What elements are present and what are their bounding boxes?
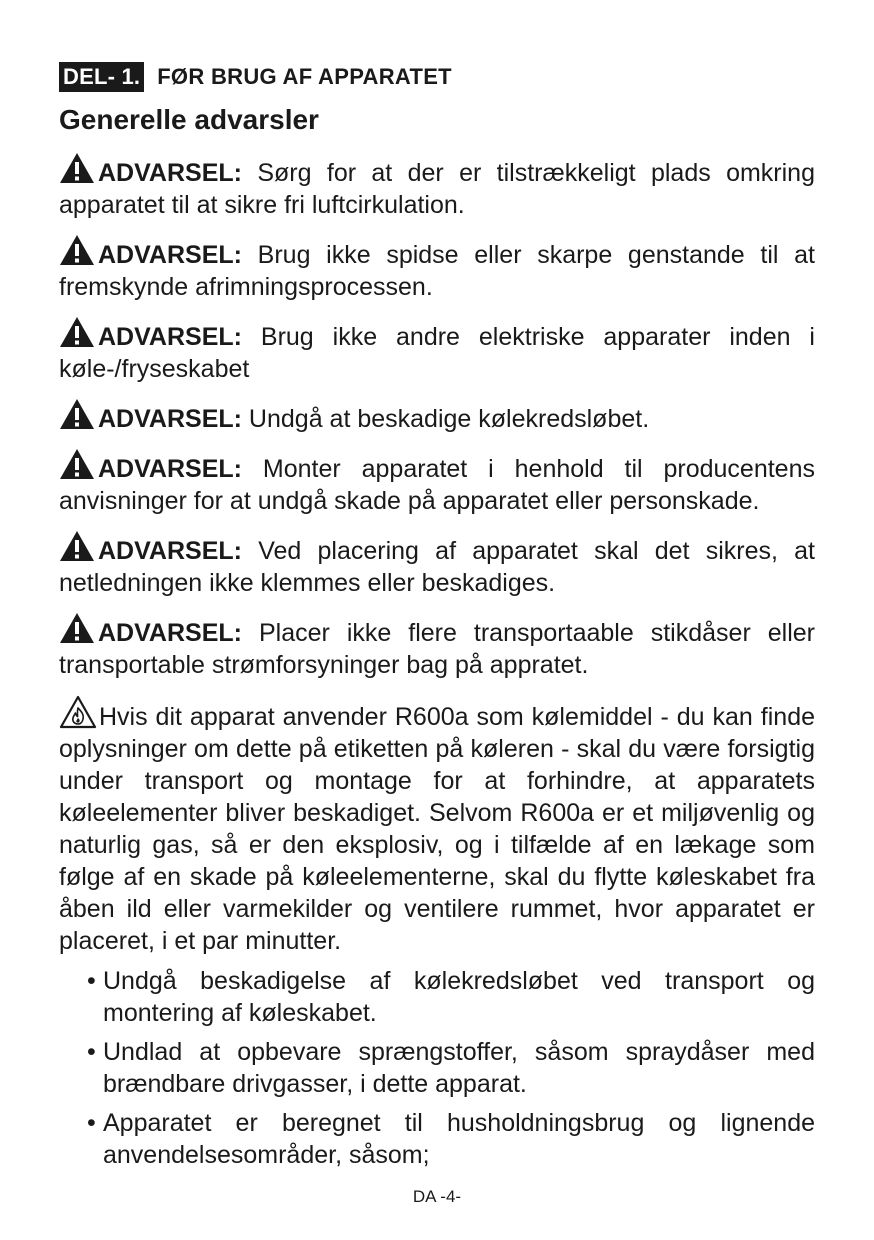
bullet-text: Undgå beskadigelse af kølekredsløbet ved transport og montering af køleskabet. bbox=[103, 967, 815, 1027]
bullet-text: Undlad at opbevare sprængstoffer, såsom spraydåser med brændbare drivgasser, i dette apparat. bbox=[103, 1038, 815, 1098]
warning-label: ADVARSEL: bbox=[98, 619, 242, 647]
warning-text: Sørg for at der er tilstrækkeligt plads omkring apparatet til at sikre fri luftcirkulation. bbox=[59, 159, 815, 219]
warning-label: ADVARSEL: bbox=[98, 455, 242, 483]
warning-paragraph bbox=[59, 530, 815, 599]
warning-triangle-icon bbox=[59, 612, 95, 644]
warning-paragraph bbox=[59, 152, 815, 221]
warning-triangle-icon bbox=[59, 234, 95, 266]
list-item bbox=[59, 1036, 815, 1100]
warning-label: ADVARSEL: bbox=[98, 537, 242, 565]
section-title: FØR BRUG AF APPARATET bbox=[157, 64, 452, 89]
bullet-dot: • bbox=[87, 1109, 96, 1137]
warning-text: Placer ikke flere transportaable stikdåser eller transportable strømforsyninger bag på appratet. bbox=[59, 619, 815, 679]
warning-triangle-icon bbox=[59, 448, 95, 480]
warning-text: Monter apparatet i henhold til producentens anvisninger for at undgå skade på apparatet eller personskade. bbox=[59, 455, 815, 515]
section-tag: DEL- 1. bbox=[59, 62, 144, 92]
warning-paragraph bbox=[59, 234, 815, 303]
warning-triangle-icon bbox=[59, 152, 95, 184]
warning-paragraph bbox=[59, 448, 815, 517]
warning-paragraph bbox=[59, 398, 815, 435]
bullet-text: Apparatet er beregnet til husholdningsbrug og lignende anvendelsesområder, såsom; bbox=[103, 1109, 815, 1169]
warning-label: ADVARSEL: bbox=[98, 241, 242, 269]
warning-label: ADVARSEL: bbox=[98, 159, 242, 187]
page-heading: Generelle advarsler bbox=[59, 104, 319, 135]
warning-paragraph bbox=[59, 612, 815, 681]
section-header bbox=[59, 62, 815, 92]
page-content bbox=[59, 62, 815, 1171]
r600a-paragraph bbox=[59, 695, 815, 957]
warning-triangle-icon bbox=[59, 316, 95, 348]
bullet-dot: • bbox=[87, 967, 96, 995]
warning-label: ADVARSEL: bbox=[98, 405, 242, 433]
warning-text: Undgå at beskadige kølekredsløbet. bbox=[241, 405, 650, 433]
warning-text: Brug ikke andre elektriske apparater inden i køle-/fryseskabet bbox=[59, 323, 815, 383]
warning-text: Brug ikke spidse eller skarpe genstande til at fremskynde afrimningsprocessen. bbox=[59, 241, 815, 301]
warning-paragraph bbox=[59, 316, 815, 385]
bullet-list bbox=[59, 965, 815, 1171]
warning-label: ADVARSEL: bbox=[98, 323, 242, 351]
warning-triangle-icon bbox=[59, 398, 95, 430]
list-item bbox=[59, 965, 815, 1029]
list-item bbox=[59, 1107, 815, 1171]
flammable-warning-icon bbox=[59, 695, 97, 729]
r600a-text: Hvis dit apparat anvender R600a som kølemiddel - du kan finde oplysninger om dette på etiketten på køleren - skal du være forsigtig under transport og montage for at forhindre, at apparatets køleelementer bliver beskadiget. Selvom R600a er et miljøvenlig og naturlig gas, så er den eksplosiv, og i tilfælde af en lækage som følge af en skade på køleelementerne, skal du flytte køleskabet fra åben ild eller varmekilder og ventilere rummet, hvor apparatet er placeret, i et par minutter. bbox=[59, 703, 815, 955]
bullet-dot: • bbox=[87, 1038, 96, 1066]
warning-list bbox=[59, 152, 815, 681]
warning-triangle-icon bbox=[59, 530, 95, 562]
page-number: DA -4- bbox=[412, 1187, 462, 1206]
warning-text: Ved placering af apparatet skal det sikres, at netledningen ikke klemmes eller beskadiges. bbox=[59, 537, 815, 597]
